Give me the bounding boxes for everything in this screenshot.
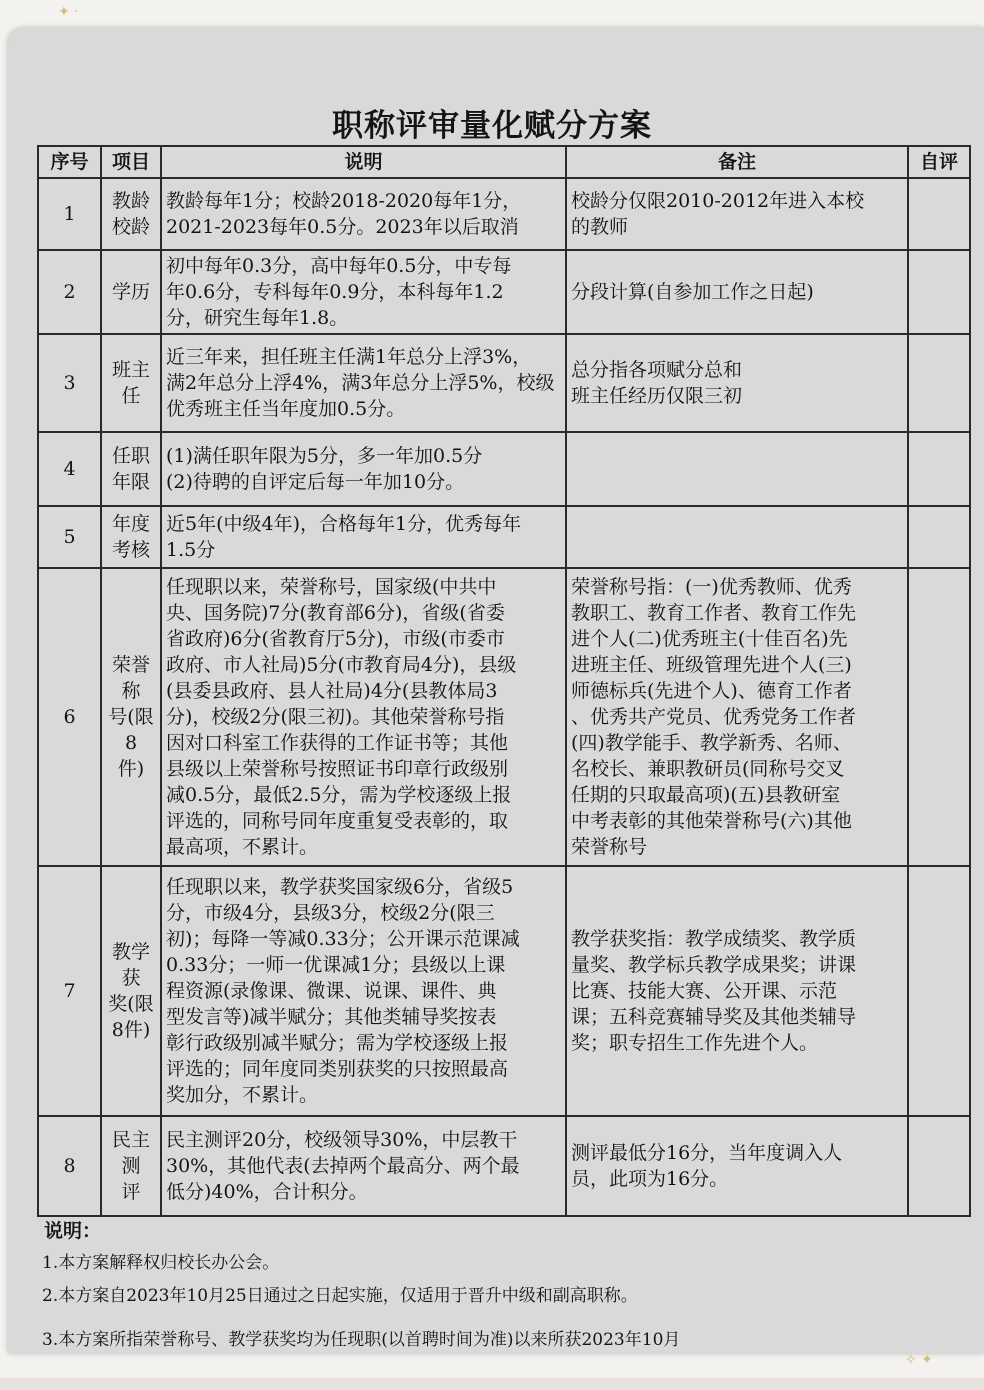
row-item: 教龄 校龄 — [101, 178, 161, 250]
row-number: 2 — [38, 250, 101, 334]
row-item: 任职 年限 — [101, 432, 161, 506]
row-number: 3 — [38, 334, 101, 432]
row-note — [566, 506, 908, 568]
row-note: 荣誉称号指：(一)优秀教师、优秀 教职工、教育工作者、教育工作先 进个人(二)优秀班主(十佳百名)先 进班主任、班级管理先进个人(三) 师德标兵(先进个人)、德育工作者 、优秀共产党员、优秀党务工作者 (四)教学能手、教学新秀、名师、 名校长、兼职教研员(同称号交叉 任期的只取最高项)(五)县教研室 中考表彰的其他荣誉称号(六)其他 荣誉称号 — [566, 568, 908, 866]
header-self: 自评 — [908, 146, 970, 178]
row-note: 校龄分仅限2010-2012年进入本校 的教师 — [566, 178, 908, 250]
row-note: 总分指各项赋分总和 班主任经历仅限三初 — [566, 334, 908, 432]
row-item: 教学 获 奖(限 8件) — [101, 866, 161, 1116]
row-item: 学历 — [101, 250, 161, 334]
page-title: 职称评审量化赋分方案 — [332, 108, 652, 144]
row-description: 初中每年0.3分，高中每年0.5分，中专每 年0.6分，专科每年0.9分，本科每年1.2 分，研究生每年1.8。 — [161, 250, 566, 334]
sparkle-decoration: ✧ ✦ — [905, 1352, 933, 1368]
row-description: (1)满任职年限为5分，多一年加0.5分 (2)待聘的自评定后每一年加10分。 — [161, 432, 566, 506]
table-row — [38, 334, 970, 432]
row-description: 教龄每年1分；校龄2018-2020每年1分， 2021-2023每年0.5分。2023年以后取消 — [161, 178, 566, 250]
row-number: 4 — [38, 432, 101, 506]
row-self-score[interactable] — [908, 1116, 970, 1216]
row-number: 6 — [38, 568, 101, 866]
row-number: 7 — [38, 866, 101, 1116]
table-row — [38, 506, 970, 568]
row-description: 近三年来，担任班主任满1年总分上浮3%， 满2年总分上浮4%，满3年总分上浮5%，校级 优秀班主任当年度加0.5分。 — [161, 334, 566, 432]
table-row — [38, 568, 970, 866]
row-self-score[interactable] — [908, 506, 970, 568]
row-description: 任现职以来，教学获奖国家级6分，省级5 分，市级4分，县级3分，校级2分(限三 初)；每降一等减0.33分；公开课示范课减 0.33分；一师一优课减1分；县级以上课 程资源(录像课、微课、说课、课件、典 型发言等)减半赋分；其他类辅导奖按表 彰行政级别减半赋分；需为学校逐级上报 评选的；同年度同类别获奖的只按照最高 奖加分，不累计。 — [161, 866, 566, 1116]
row-item: 荣誉 称 号(限 8 件) — [101, 568, 161, 866]
row-note: 教学获奖指：教学成绩奖、教学质 量奖、教学标兵教学成果奖；讲课 比赛、技能大赛、公开课、示范 课；五科竞赛辅导奖及其他类辅导 奖；职专招生工作先进个人。 — [566, 866, 908, 1116]
row-self-score[interactable] — [908, 250, 970, 334]
header-no: 序号 — [38, 146, 101, 178]
scoring-table — [37, 145, 971, 1217]
note-line-1: 1.本方案解释权归校长办公会。 — [42, 1253, 280, 1273]
row-description: 民主测评20分，校级领导30%，中层教干 30%，其他代表(去掉两个最高分、两个最 低分)40%，合计积分。 — [161, 1116, 566, 1216]
row-note: 测评最低分16分，当年度调入人 员，此项为16分。 — [566, 1116, 908, 1216]
row-description: 近5年(中级4年)，合格每年1分，优秀每年 1.5分 — [161, 506, 566, 568]
table-row — [38, 1116, 970, 1216]
row-self-score[interactable] — [908, 866, 970, 1116]
row-self-score[interactable] — [908, 432, 970, 506]
header-desc: 说明 — [161, 146, 566, 178]
row-self-score[interactable] — [908, 568, 970, 866]
table-row — [38, 432, 970, 506]
row-item: 民主 测 评 — [101, 1116, 161, 1216]
row-note: 分段计算(自参加工作之日起) — [566, 250, 908, 334]
header-item: 项目 — [101, 146, 161, 178]
table-row — [38, 866, 970, 1116]
row-description: 任现职以来，荣誉称号，国家级(中共中 央、国务院)7分(教育部6分)，省级(省委 省政府)6分(省教育厅5分)，市级(市委市 政府、市人社局)5分(市教育局4分)，县级 (县委县政府、县人社局)4分(县教体局3 分)，校级2分(限三初)。其他荣誉称号指 因对口科室工作获得的工作证书等；其他 县级以上荣誉称号按照证书印章行政级别 减0.5分，最低2.5分，需为学校逐级上报 评选的，同称号同年度重复受表彰的，取 最高项，不累计。 — [161, 568, 566, 866]
row-note — [566, 432, 908, 506]
note-line-2: 2.本方案自2023年10月25日通过之日起实施，仅适用于晋升中级和副高职称。 — [42, 1286, 638, 1306]
row-self-score[interactable] — [908, 334, 970, 432]
table-header-row — [38, 146, 970, 178]
table-row — [38, 178, 970, 250]
bottom-edge — [0, 1378, 984, 1390]
row-self-score[interactable] — [908, 178, 970, 250]
row-number: 5 — [38, 506, 101, 568]
note-line-3: 3.本方案所指荣誉称号、教学获奖均为任现职(以首聘时间为准)以来所获2023年10月 — [42, 1330, 681, 1350]
row-number: 1 — [38, 178, 101, 250]
row-number: 8 — [38, 1116, 101, 1216]
row-item: 年度 考核 — [101, 506, 161, 568]
sparkle-decoration: ✦ · — [58, 4, 79, 20]
notes-heading: 说明： — [44, 1220, 102, 1242]
table-row — [38, 250, 970, 334]
header-note: 备注 — [566, 146, 908, 178]
row-item: 班主 任 — [101, 334, 161, 432]
